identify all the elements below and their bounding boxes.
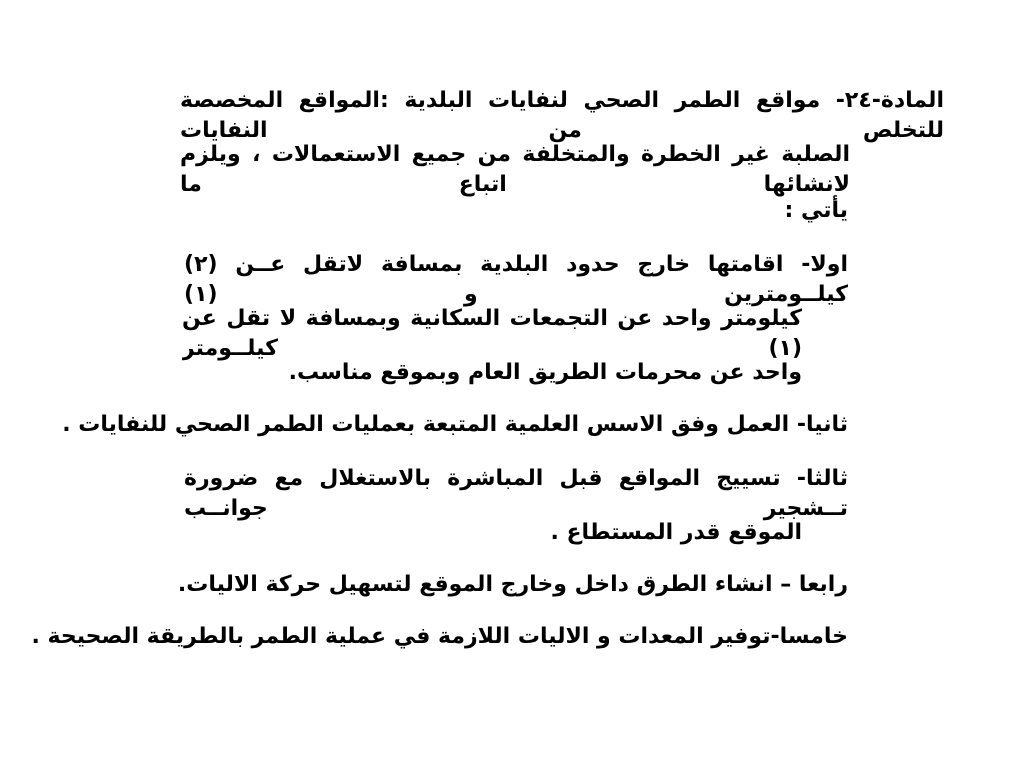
clause-third-line-1: ثالثا- تسييج المواقع قبل المباشرة بالاستغلال مع ضرورة تــشجير جوانــب xyxy=(184,466,848,521)
article-heading-line-3: يأتي : xyxy=(784,198,848,223)
clause-fifth-line-1: خامسا-توفير المعدات و الاليات اللازمة في عملية الطمر بالطريقة الصحيحة . xyxy=(31,624,848,649)
clause-third-line-2: الموقع قدر المستطاع . xyxy=(550,520,802,545)
clause-first-line-2: كيلومتر واحد عن التجمعات السكانية وبمسافة لا تقل عن (١) كيلــومتر xyxy=(182,306,802,361)
article-heading-line-1: المادة-٢٤- مواقع الطمر الصحي لنفايات البلدية :المواقع المخصصة للتخلص من النفايات xyxy=(180,88,944,143)
clause-fourth-line-1: رابعا – انشاء الطرق داخل وخارج الموقع لتسهيل حركة الاليات. xyxy=(177,572,848,597)
clause-second-line-1: ثانيا- العمل وفق الاسس العلمية المتبعة بعمليات الطمر الصحي للنفايات . xyxy=(62,412,848,437)
clause-first-line-1: اولا- اقامتها خارج حدود البلدية بمسافة لاتقل عــن (٢) كيلــومترين و (١) xyxy=(184,252,848,307)
article-heading-line-2: الصلبة غير الخطرة والمتخلفة من جميع الاستعمالات ، ويلزم لانشائها اتباع ما xyxy=(180,142,850,197)
clause-first-line-3: واحد عن محرمات الطريق العام وبموقع مناسب. xyxy=(288,360,802,385)
